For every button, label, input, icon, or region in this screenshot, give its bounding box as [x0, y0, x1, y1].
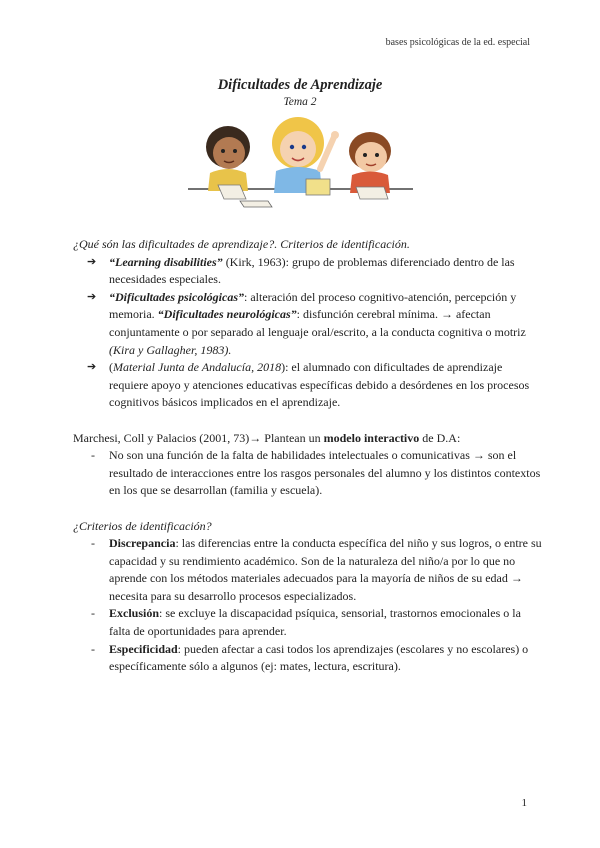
model-list: [73, 447, 543, 500]
term-learning-disabilities: “Learning disabilities”: [109, 254, 223, 269]
model-term: modelo interactivo: [323, 430, 420, 445]
definitions-list: [73, 254, 543, 412]
list-item: [73, 289, 543, 359]
question-heading-2: ¿Criterios de identificación?: [73, 518, 212, 533]
citation: (Kira y Gallagher, 1983).: [109, 342, 232, 357]
criteria-list: [73, 535, 543, 676]
children-reading-illustration: [188, 113, 413, 213]
main-content: [73, 236, 543, 676]
item-prefix: (: [109, 360, 113, 375]
dash-bullet: -: [91, 606, 95, 621]
item-text: : las diferencias entre la conducta específica del niño y sus logros, o entre su capacidad y su rendimiento académico. Son de la naturaleza del niño/a por lo que no aprende con los métodos materiales adecuados para la mayoría de niños de su edad → necesita para su desarrollo procesos especializados.: [109, 536, 542, 603]
list-item: [73, 641, 543, 676]
model-lead-end: de D.A:: [419, 430, 461, 445]
arrow-icon: ➔: [87, 255, 97, 268]
page-number: 1: [521, 797, 527, 809]
model-lead: Marchesi, Coll y Palacios (2001, 73)→ Plantean un: [73, 430, 324, 445]
question-heading-1: ¿Qué són las dificultades de aprendizaje?. Criterios de identificación.: [73, 237, 410, 251]
right-child: [349, 132, 391, 199]
arrow-icon: ➔: [87, 290, 97, 303]
item-text: : pueden afectar a casi todos los aprendizajes (escolares y no escolares) o específicamente sólo a algunos (ej: mates, lectura, escritura).: [109, 641, 529, 674]
model-paragraph: [73, 430, 543, 448]
left-child: [206, 126, 250, 199]
term-discrepancia: Discrepancia: [109, 536, 176, 551]
page-title: Dificultades de Aprendizaje: [217, 77, 383, 93]
middle-child: [272, 117, 339, 195]
term-especificidad: Especificidad: [109, 641, 178, 656]
list-item: [73, 605, 543, 640]
citation: Material Junta de Andalucía, 2018: [113, 360, 282, 375]
term-dificultades-neurologicas: “Dificultades neurológicas”: [157, 307, 297, 322]
item-text: ): el alumnado con dificultades de aprendizaje requiere apoyo y atenciones educativas específicas debido a desórdenes en los procesos cognitivos básicos implicados en el aprendizaje.: [109, 360, 530, 410]
item-text: : alteración del proceso cognitivo-atención, percepción y memoria.: [109, 289, 517, 322]
list-item: [73, 447, 543, 500]
running-header: bases psicológicas de la ed. especial: [385, 37, 530, 48]
item-text: No son una función de la falta de habilidades intelectuales o comunicativas → son el resultado de interacciones entre los rasgos personales del alumno y los distintos contextos en los que se desarrollan (familia y escuela).: [109, 448, 541, 498]
page-subtitle: Tema 2: [283, 96, 317, 108]
arrow-icon: ➔: [87, 361, 97, 374]
dash-bullet: -: [91, 536, 95, 551]
list-item: [73, 535, 543, 605]
term-dificultades-psicologicas: “Dificultades psicológicas”: [109, 289, 244, 304]
list-item: [73, 359, 543, 412]
item-text: (Kirk, 1963): grupo de problemas diferenciado dentro de las necesidades especiales.: [109, 254, 515, 287]
item-text: : disfunción cerebral mínima. → afectan conjuntamente o por separado al lenguaje oral/escrito, a la conducta cognitiva o motriz: [109, 307, 526, 339]
list-item: [73, 254, 543, 289]
term-exclusion: Exclusión: [109, 606, 160, 621]
dash-bullet: -: [91, 448, 95, 463]
dash-bullet: -: [91, 641, 95, 656]
item-text: : se excluye la discapacidad psíquica, sensorial, trastornos emocionales o la falta de oportunidades para aprender.: [109, 606, 521, 639]
